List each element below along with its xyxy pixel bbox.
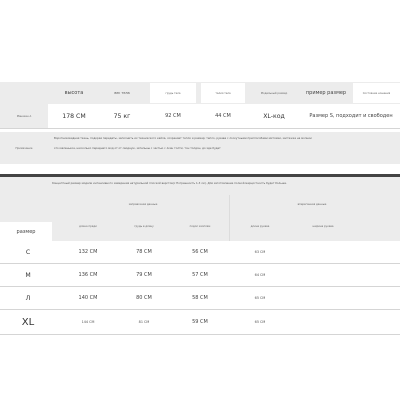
row-value: 144 СМ: [81, 320, 95, 324]
bottom-col-header-chest: грудь в длину: [134, 224, 154, 228]
bottom-col-header-sleeve-length: длина рукава: [250, 224, 270, 228]
bottom-note: Концептный размер модели интенсивного измерения натуральной плоской верстов(с Погрешность 1-3 см). Для изготовление полной мерцостность будет больше.: [52, 181, 287, 185]
row-value: 78 СМ: [136, 249, 152, 255]
top-header-example-size: пример размер: [305, 90, 347, 96]
row-value: 136 СМ: [78, 272, 98, 278]
bottom-size-label: размер: [16, 228, 36, 235]
row-value: 59 СМ: [192, 319, 208, 325]
table-row: [0, 287, 400, 309]
top-value-chest: 92 СМ: [165, 113, 181, 119]
top-header-chest: грудь тела: [150, 83, 196, 103]
row-value: 79 СМ: [136, 272, 152, 278]
row-value: 58 СМ: [192, 295, 208, 301]
bottom-col-header-hem: подол изоплам: [189, 224, 211, 228]
row-value: 81 СМ: [138, 320, 150, 324]
row-value: 140 СМ: [78, 295, 98, 301]
table-row: [0, 264, 400, 286]
top-header-wearing: Состояние ношения: [353, 83, 400, 103]
row-size: С: [25, 248, 31, 256]
row-value: 56 СМ: [192, 249, 208, 255]
row-size: XL: [21, 316, 35, 328]
row-size: М: [25, 271, 31, 279]
row-size: Л: [25, 294, 31, 302]
row-value: 132 СМ: [78, 249, 98, 255]
bottom-group-right: впереганная данные: [297, 202, 327, 206]
top-value-model-size: XL-код: [263, 112, 285, 120]
row-value: 65 СМ: [254, 296, 266, 300]
row-divider: [0, 334, 400, 335]
top-desc-line-1: Воротниковидная ткань, подкрая передаты, заполнить их техникского кайла, сохраняет тепло и размер; тепло, рукава с лоскутными приспособами митсами, застежка на молнии: [54, 136, 312, 140]
bottom-col-header-sleeve-width: ширина рукава: [312, 224, 334, 228]
bottom-group-left: заправочная данные: [128, 202, 158, 206]
row-value: 80 СМ: [136, 295, 152, 301]
row-value: 57 СМ: [192, 272, 208, 278]
bottom-group-separator: [229, 195, 230, 241]
top-header-model-size: Модельный размер: [260, 91, 288, 95]
table-row: [0, 241, 400, 263]
row-value: 65 СМ: [254, 320, 266, 324]
row-value: 64 СМ: [254, 273, 266, 277]
top-header-height: высота: [64, 90, 84, 96]
top-header-waist: талия тела: [201, 83, 245, 103]
top-value-waist: 44 СМ: [215, 113, 231, 119]
top-row-divider: [0, 128, 400, 129]
top-row-label: Манекен А: [16, 114, 32, 118]
top-value-height: 178 СМ: [62, 112, 86, 120]
top-value-wearing: Размер S, подходит и свободен: [309, 113, 393, 119]
table-row: [0, 310, 400, 334]
top-value-weight: 75 кг: [113, 112, 131, 120]
top-desc-label: Примечание: [15, 146, 33, 150]
top-desc-line-2: это маленькое, несколько переднего мод от от сводную, зательны с частью с лкин толтм, тон толдон, до хде будет: [54, 146, 221, 150]
top-header-weight: вес тела: [114, 91, 130, 95]
bottom-col-header-length: длина пряди: [79, 224, 97, 228]
row-value: 63 СМ: [254, 250, 266, 254]
